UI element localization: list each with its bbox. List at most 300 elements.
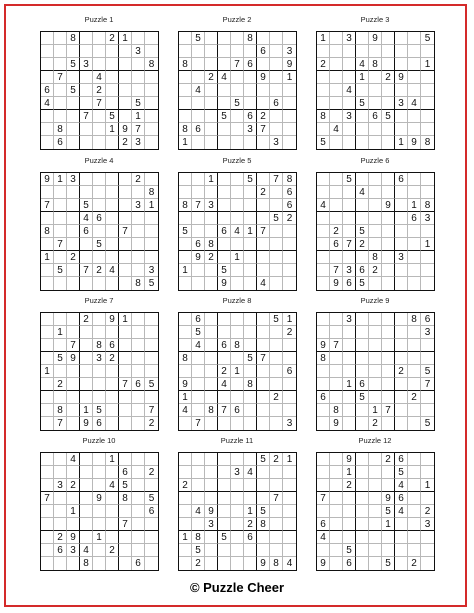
grid-cell: 6 <box>369 110 382 123</box>
grid-cell: 4 <box>192 339 205 352</box>
grid-cell <box>192 225 205 238</box>
grid-cell <box>205 58 218 71</box>
grid-cell: 1 <box>145 199 158 212</box>
grid-cell <box>132 238 145 251</box>
grid-cell <box>67 97 80 110</box>
grid-cell <box>395 123 408 136</box>
grid-cell <box>257 264 270 277</box>
grid-cell <box>93 225 106 238</box>
grid-cell: 4 <box>231 225 244 238</box>
grid-cell: 3 <box>231 466 244 479</box>
grid-cell <box>257 466 270 479</box>
grid-cell: 6 <box>283 199 296 212</box>
grid-cell: 6 <box>80 225 93 238</box>
grid-cell <box>343 404 356 417</box>
grid-cell: 9 <box>179 378 192 391</box>
grid-cell <box>395 199 408 212</box>
grid-cell: 3 <box>132 136 145 149</box>
grid-cell: 2 <box>179 479 192 492</box>
grid-cell: 2 <box>106 352 119 365</box>
grid-cell: 7 <box>231 58 244 71</box>
grid-cell <box>54 466 67 479</box>
grid-cell: 4 <box>41 97 54 110</box>
grid-cell: 8 <box>145 58 158 71</box>
grid-cell <box>41 186 54 199</box>
grid-cell <box>395 339 408 352</box>
grid-cell <box>270 417 283 430</box>
grid-cell: 8 <box>257 518 270 531</box>
grid-cell <box>382 378 395 391</box>
grid-cell <box>369 186 382 199</box>
grid-cell <box>408 123 421 136</box>
grid-cell: 2 <box>408 391 421 404</box>
grid-cell <box>119 557 132 570</box>
grid-cell <box>231 264 244 277</box>
grid-cell: 5 <box>145 378 158 391</box>
grid-cell: 6 <box>54 136 67 149</box>
grid-cell <box>145 313 158 326</box>
grid-cell <box>218 32 231 45</box>
grid-cell <box>54 453 67 466</box>
grid-cell: 2 <box>257 110 270 123</box>
grid-cell: 4 <box>317 531 330 544</box>
grid-cell <box>257 84 270 97</box>
grid-cell <box>369 365 382 378</box>
grid-cell <box>119 173 132 186</box>
sudoku-grid <box>40 172 159 291</box>
grid-cell: 9 <box>330 417 343 430</box>
grid-cell <box>330 378 343 391</box>
grid-cell: 5 <box>244 352 257 365</box>
grid-cell <box>93 313 106 326</box>
grid-cell <box>382 212 395 225</box>
grid-cell: 3 <box>421 326 434 339</box>
grid-cell: 2 <box>205 251 218 264</box>
grid-cell <box>257 391 270 404</box>
grid-cell <box>145 518 158 531</box>
grid-cell <box>408 58 421 71</box>
grid-cell <box>80 466 93 479</box>
grid-cell <box>205 391 218 404</box>
grid-cell <box>395 58 408 71</box>
grid-cell <box>356 199 369 212</box>
grid-cell <box>244 544 257 557</box>
grid-cell <box>317 225 330 238</box>
grid-cell <box>257 238 270 251</box>
grid-cell <box>421 251 434 264</box>
grid-cell <box>145 71 158 84</box>
grid-cell <box>330 32 343 45</box>
grid-cell <box>231 505 244 518</box>
grid-cell <box>41 505 54 518</box>
grid-cell <box>192 479 205 492</box>
grid-cell <box>41 557 54 570</box>
grid-cell <box>317 404 330 417</box>
grid-cell <box>283 352 296 365</box>
grid-cell: 5 <box>270 212 283 225</box>
grid-cell <box>244 557 257 570</box>
grid-cell <box>205 212 218 225</box>
grid-cell <box>179 492 192 505</box>
grid-cell <box>132 264 145 277</box>
grid-cell: 5 <box>192 32 205 45</box>
grid-cell: 4 <box>218 71 231 84</box>
grid-cell <box>382 313 395 326</box>
grid-cell <box>132 58 145 71</box>
grid-cell <box>270 378 283 391</box>
grid-cell <box>41 378 54 391</box>
grid-cell: 6 <box>119 466 132 479</box>
grid-cell <box>283 251 296 264</box>
grid-cell <box>67 557 80 570</box>
grid-cell <box>132 492 145 505</box>
grid-cell <box>270 84 283 97</box>
grid-cell: 1 <box>408 199 421 212</box>
grid-cell <box>330 212 343 225</box>
grid-cell <box>244 199 257 212</box>
grid-cell <box>192 277 205 290</box>
grid-cell <box>192 404 205 417</box>
grid-cell: 2 <box>67 251 80 264</box>
grid-cell: 4 <box>395 505 408 518</box>
grid-cell <box>231 238 244 251</box>
grid-cell <box>421 557 434 570</box>
grid-cell <box>244 453 257 466</box>
grid-cell: 8 <box>41 225 54 238</box>
grid-cell: 9 <box>205 505 218 518</box>
grid-cell <box>330 365 343 378</box>
grid-cell <box>119 71 132 84</box>
grid-cell <box>330 45 343 58</box>
grid-cell <box>179 97 192 110</box>
grid-cell <box>218 136 231 149</box>
grid-cell: 5 <box>119 479 132 492</box>
grid-cell <box>93 378 106 391</box>
grid-cell <box>395 313 408 326</box>
grid-cell: 6 <box>244 58 257 71</box>
grid-cell <box>192 352 205 365</box>
grid-cell <box>317 251 330 264</box>
grid-cell <box>382 352 395 365</box>
grid-cell <box>382 251 395 264</box>
grid-cell <box>244 186 257 199</box>
grid-cell <box>343 417 356 430</box>
grid-cell: 7 <box>67 339 80 352</box>
grid-cell <box>244 71 257 84</box>
grid-cell: 1 <box>132 110 145 123</box>
grid-cell: 4 <box>395 479 408 492</box>
grid-cell: 4 <box>80 544 93 557</box>
grid-cell <box>41 339 54 352</box>
grid-cell <box>93 391 106 404</box>
grid-cell <box>395 417 408 430</box>
grid-cell <box>67 391 80 404</box>
grid-cell <box>395 186 408 199</box>
grid-cell <box>231 531 244 544</box>
grid-cell <box>317 173 330 186</box>
grid-cell: 6 <box>93 417 106 430</box>
grid-cell: 6 <box>192 313 205 326</box>
grid-cell <box>343 505 356 518</box>
grid-cell <box>218 186 231 199</box>
grid-cell <box>132 505 145 518</box>
grid-cell <box>257 173 270 186</box>
grid-cell: 4 <box>343 84 356 97</box>
grid-cell: 5 <box>382 110 395 123</box>
grid-cell <box>218 453 231 466</box>
grid-cell: 7 <box>270 173 283 186</box>
grid-cell <box>421 84 434 97</box>
grid-cell: 8 <box>145 186 158 199</box>
grid-cell <box>231 199 244 212</box>
grid-cell <box>356 339 369 352</box>
grid-cell: 4 <box>93 71 106 84</box>
grid-cell <box>54 557 67 570</box>
grid-cell: 3 <box>80 58 93 71</box>
grid-cell <box>421 123 434 136</box>
grid-cell: 8 <box>369 58 382 71</box>
grid-cell: 5 <box>244 173 257 186</box>
grid-cell <box>382 84 395 97</box>
grid-cell <box>80 84 93 97</box>
grid-cell <box>145 531 158 544</box>
grid-cell <box>395 544 408 557</box>
sudoku-grid <box>316 31 435 150</box>
grid-cell: 4 <box>330 123 343 136</box>
grid-cell <box>283 136 296 149</box>
grid-cell <box>106 518 119 531</box>
grid-cell <box>408 492 421 505</box>
grid-cell <box>205 453 218 466</box>
grid-cell: 1 <box>67 505 80 518</box>
grid-cell: 6 <box>218 339 231 352</box>
grid-cell <box>270 518 283 531</box>
grid-cell <box>421 492 434 505</box>
sudoku-grid <box>40 31 159 150</box>
grid-cell <box>192 97 205 110</box>
grid-cell <box>54 225 67 238</box>
grid-cell: 6 <box>395 492 408 505</box>
grid-cell <box>41 313 54 326</box>
grid-cell <box>41 45 54 58</box>
grid-cell <box>80 277 93 290</box>
grid-cell <box>382 264 395 277</box>
grid-cell <box>283 492 296 505</box>
grid-cell <box>106 58 119 71</box>
grid-cell <box>356 110 369 123</box>
grid-cell <box>283 505 296 518</box>
grid-cell <box>80 186 93 199</box>
grid-cell <box>369 557 382 570</box>
grid-cell <box>382 339 395 352</box>
grid-cell <box>93 518 106 531</box>
grid-cell <box>408 173 421 186</box>
sudoku-grid <box>178 312 297 431</box>
grid-cell <box>283 110 296 123</box>
grid-cell: 6 <box>54 544 67 557</box>
grid-cell: 5 <box>270 313 283 326</box>
grid-cell <box>343 123 356 136</box>
puzzle-title: Puzzle 12 <box>358 436 392 445</box>
grid-cell <box>93 365 106 378</box>
grid-cell <box>317 326 330 339</box>
grid-cell: 8 <box>93 339 106 352</box>
grid-cell: 5 <box>231 97 244 110</box>
grid-cell <box>119 453 132 466</box>
grid-cell <box>93 110 106 123</box>
grid-cell: 9 <box>382 199 395 212</box>
grid-cell <box>106 417 119 430</box>
grid-cell <box>54 518 67 531</box>
grid-cell <box>244 365 257 378</box>
grid-cell <box>330 466 343 479</box>
grid-cell <box>179 238 192 251</box>
grid-cell <box>54 58 67 71</box>
grid-cell <box>369 391 382 404</box>
grid-cell <box>179 453 192 466</box>
grid-cell <box>343 339 356 352</box>
grid-cell <box>257 251 270 264</box>
grid-cell <box>145 479 158 492</box>
grid-cell <box>356 365 369 378</box>
grid-cell: 1 <box>343 378 356 391</box>
grid-cell <box>257 378 270 391</box>
grid-cell <box>67 71 80 84</box>
grid-cell: 6 <box>343 557 356 570</box>
grid-cell: 3 <box>421 518 434 531</box>
grid-cell: 1 <box>395 136 408 149</box>
grid-cell <box>119 238 132 251</box>
grid-cell <box>395 264 408 277</box>
grid-cell <box>41 110 54 123</box>
grid-cell <box>145 97 158 110</box>
grid-cell <box>395 518 408 531</box>
grid-cell <box>205 557 218 570</box>
grid-cell: 8 <box>317 352 330 365</box>
grid-cell: 2 <box>369 417 382 430</box>
grid-cell: 3 <box>132 45 145 58</box>
grid-cell: 4 <box>218 378 231 391</box>
grid-cell <box>283 97 296 110</box>
grid-cell: 7 <box>382 404 395 417</box>
grid-cell <box>192 58 205 71</box>
grid-cell: 5 <box>218 264 231 277</box>
grid-cell <box>421 453 434 466</box>
grid-cell <box>54 313 67 326</box>
grid-cell <box>67 110 80 123</box>
grid-cell <box>106 277 119 290</box>
grid-cell <box>41 518 54 531</box>
grid-cell <box>80 518 93 531</box>
grid-cell: 5 <box>356 97 369 110</box>
grid-cell <box>343 531 356 544</box>
grid-cell: 9 <box>218 277 231 290</box>
grid-cell: 6 <box>41 84 54 97</box>
grid-cell <box>67 404 80 417</box>
grid-cell <box>369 238 382 251</box>
grid-cell <box>93 277 106 290</box>
grid-cell <box>231 136 244 149</box>
grid-cell: 2 <box>218 365 231 378</box>
grid-cell <box>67 45 80 58</box>
grid-cell <box>41 212 54 225</box>
grid-cell: 3 <box>54 479 67 492</box>
grid-cell: 2 <box>192 557 205 570</box>
grid-cell <box>218 466 231 479</box>
grid-cell <box>408 531 421 544</box>
grid-cell <box>283 531 296 544</box>
grid-cell <box>218 518 231 531</box>
grid-cell <box>145 365 158 378</box>
grid-cell: 7 <box>93 97 106 110</box>
puzzle-title: Puzzle 9 <box>360 296 390 305</box>
grid-cell <box>205 352 218 365</box>
grid-cell <box>408 71 421 84</box>
grid-cell <box>119 186 132 199</box>
grid-cell <box>369 225 382 238</box>
grid-cell: 6 <box>244 110 257 123</box>
grid-cell <box>145 391 158 404</box>
grid-cell <box>80 352 93 365</box>
grid-cell <box>330 391 343 404</box>
grid-cell: 7 <box>192 199 205 212</box>
grid-cell <box>231 84 244 97</box>
grid-cell: 7 <box>132 123 145 136</box>
grid-cell <box>205 110 218 123</box>
grid-cell <box>395 378 408 391</box>
grid-cell <box>343 251 356 264</box>
grid-cell <box>330 71 343 84</box>
grid-cell <box>244 492 257 505</box>
grid-cell <box>179 466 192 479</box>
grid-cell <box>106 84 119 97</box>
puzzle-title: Puzzle 1 <box>84 15 114 24</box>
grid-cell: 2 <box>270 391 283 404</box>
grid-cell: 1 <box>317 32 330 45</box>
puzzle-title: Puzzle 10 <box>82 436 116 445</box>
grid-cell <box>257 479 270 492</box>
grid-cell: 6 <box>408 212 421 225</box>
grid-cell: 7 <box>317 492 330 505</box>
grid-cell <box>192 110 205 123</box>
grid-cell <box>382 391 395 404</box>
grid-cell <box>179 365 192 378</box>
grid-cell <box>283 339 296 352</box>
grid-cell <box>270 110 283 123</box>
grid-cell <box>343 365 356 378</box>
grid-cell: 4 <box>257 277 270 290</box>
grid-cell <box>369 97 382 110</box>
grid-cell <box>317 71 330 84</box>
grid-cell <box>356 123 369 136</box>
grid-cell <box>231 417 244 430</box>
grid-cell <box>257 404 270 417</box>
grid-cell <box>270 544 283 557</box>
grid-cell <box>205 32 218 45</box>
grid-cell <box>244 313 257 326</box>
grid-cell: 2 <box>205 71 218 84</box>
grid-cell: 7 <box>257 352 270 365</box>
grid-cell: 5 <box>343 544 356 557</box>
grid-cell <box>369 531 382 544</box>
sudoku-grid <box>316 312 435 431</box>
grid-cell <box>93 45 106 58</box>
grid-cell: 3 <box>93 352 106 365</box>
grid-cell <box>382 531 395 544</box>
grid-cell <box>343 492 356 505</box>
grid-cell: 6 <box>317 518 330 531</box>
grid-cell <box>218 199 231 212</box>
